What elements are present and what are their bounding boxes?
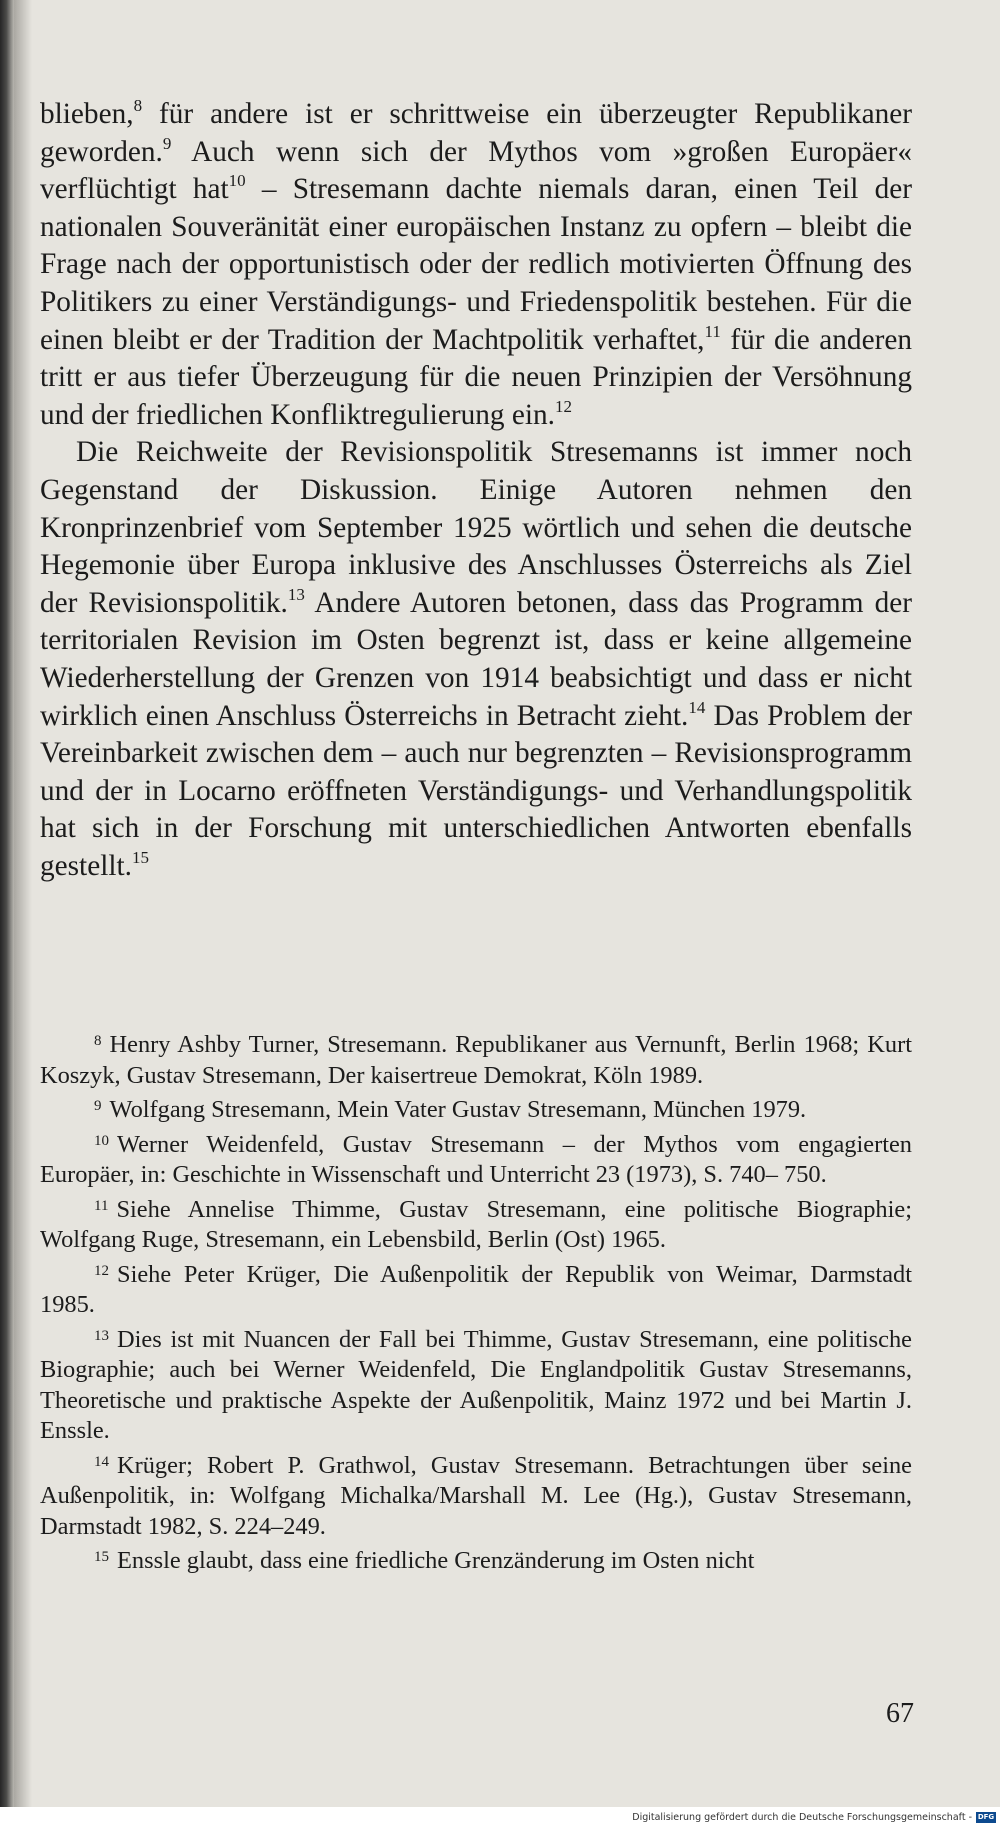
footnote-text: Enssle glaubt, dass eine friedliche Grenzänderung im Osten nicht <box>117 1547 755 1574</box>
footnote-number: 11 <box>94 1197 109 1214</box>
footnote-ref-9: 9 <box>162 133 172 153</box>
footnote-text: Siehe Peter Krüger, Die Außenpolitik der Republik von Weimar, Darmstadt 1985. <box>40 1260 912 1318</box>
footnote-number: 15 <box>94 1549 109 1565</box>
paragraph-2 <box>40 434 912 885</box>
footnote-number: 14 <box>94 1453 109 1470</box>
footnote-10 <box>40 1130 912 1191</box>
binding-shadow <box>14 0 32 1807</box>
footnote-number: 8 <box>94 1033 102 1049</box>
footnote-8 <box>40 1030 912 1091</box>
digitization-footer <box>0 1807 1000 1828</box>
footnote-15 <box>40 1546 912 1577</box>
footnote-ref-15: 15 <box>131 847 149 867</box>
footnote-ref-12: 12 <box>554 396 572 416</box>
paragraph-2-text-1: Die Reichweite der Revisionspolitik Stresemanns ist immer noch Gegenstand der Diskussion. Einige Autoren nehmen den Kronprinzenbrief vom September 1925 wörtlich und sehen die deutsche Hegemonie über Europa inklusive des Anschlusses Österreichs als Ziel der Revisionspolitik. <box>40 436 912 619</box>
footnote-12 <box>40 1260 912 1321</box>
paragraph-2-text-2: Andere Autoren betonen, dass das Programm der territorialen Revision im Osten begrenzt ist, dass er keine allgemeine Wiederherstellung der Grenzen von 1914 beabsichtigt und dass er nicht wirklich einen Anschluss Österreichs in Betracht zieht. <box>40 586 912 732</box>
footnote-ref-13: 13 <box>287 584 305 604</box>
dfg-logo-icon: DFG <box>977 1813 995 1821</box>
body-text <box>40 96 912 885</box>
paragraph-1-text-5: für die anderen tritt er aus tiefer Überzeugung für die neuen Prinzipien der Versöhnung und der friedlichen Konfliktregulierung ein. <box>40 323 912 431</box>
footnote-ref-8: 8 <box>133 96 143 115</box>
footnote-13 <box>40 1325 912 1447</box>
paragraph-1-text-3: Auch wenn sich der Mythos vom »großen Europäer« verflüchtigt hat <box>40 135 912 206</box>
footnote-text: Henry Ashby Turner, Stresemann. Republikaner aus Vernunft, Berlin 1968; Kurt Koszyk, Gustav Stresemann, Der kaisertreue Demokrat, Köln 1989. <box>40 1031 912 1089</box>
footnote-text: Siehe Annelise Thimme, Gustav Stresemann, eine politische Biographie; Wolfgang Ruge, Stresemann, ein Lebensbild, Berlin (Ost) 1965. <box>40 1195 912 1253</box>
digitization-note: Digitalisierung gefördert durch die Deutsche Forschungsgemeinschaft - <box>632 1812 972 1823</box>
footnote-text: Krüger; Robert P. Grathwol, Gustav Stresemann. Betrachtungen über seine Außenpolitik, in: Wolfgang Michalka/Marshall M. Lee (Hg.), Gustav Stresemann, Darmstadt 1982, S. 224–249. <box>40 1451 912 1540</box>
footnote-text: Werner Weidenfeld, Gustav Stresemann – der Mythos vom engagierten Europäer, in: Geschichte in Wissenschaft und Unterricht 23 (1973), S. 740– 750. <box>40 1130 912 1188</box>
footnote-number: 9 <box>94 1098 102 1114</box>
footnote-text: Wolfgang Stresemann, Mein Vater Gustav Stresemann, München 1979. <box>109 1096 807 1123</box>
page-number: 67 <box>886 1698 914 1729</box>
footnote-9 <box>40 1095 912 1126</box>
footnote-number: 13 <box>94 1327 109 1344</box>
footnote-number: 12 <box>94 1262 109 1279</box>
book-binding-edge <box>0 0 14 1807</box>
paragraph-1-text-1: blieben, <box>40 98 134 130</box>
footnote-ref-11: 11 <box>704 321 721 341</box>
footnote-11 <box>40 1195 912 1256</box>
footnote-ref-10: 10 <box>228 171 246 191</box>
footnote-number: 10 <box>94 1132 109 1149</box>
paragraph-2-text-3: Das Problem der Vereinbarkeit zwischen dem – auch nur begrenzten – Revisionsprogramm und der in Locarno eröffneten Verständigungs- und Verhandlungspolitik hat sich in der Forschung mit unterschiedlichen Antworten ebenfalls gestellt. <box>40 699 912 882</box>
footnotes-section <box>40 1030 912 1581</box>
paragraph-1-text-4: – Stresemann dachte niemals daran, einen Teil der nationalen Souveränität einer europäischen Instanz zu opfern – bleibt die Frage nach der opportunistisch oder der redlich motivierten Öffnung des Politikers zu einer Verständigungs- und Friedenspolitik bestehen. Für die einen bleibt er der Tradition der Machtpolitik verhaftet, <box>40 173 912 356</box>
footnote-ref-14: 14 <box>688 697 706 717</box>
paragraph-1 <box>40 96 912 434</box>
paragraph-1-text-2: für andere ist er schrittweise ein überzeugter Republikaner geworden. <box>40 98 912 168</box>
footnote-text: Dies ist mit Nuancen der Fall bei Thimme, Gustav Stresemann, eine politische Biographie; auch bei Werner Weidenfeld, Die Englandpolitik Gustav Stresemanns, Theoretische und praktische Aspekte der Außenpolitik, Mainz 1972 und bei Martin J. Enssle. <box>40 1325 912 1444</box>
footnote-14 <box>40 1451 912 1543</box>
